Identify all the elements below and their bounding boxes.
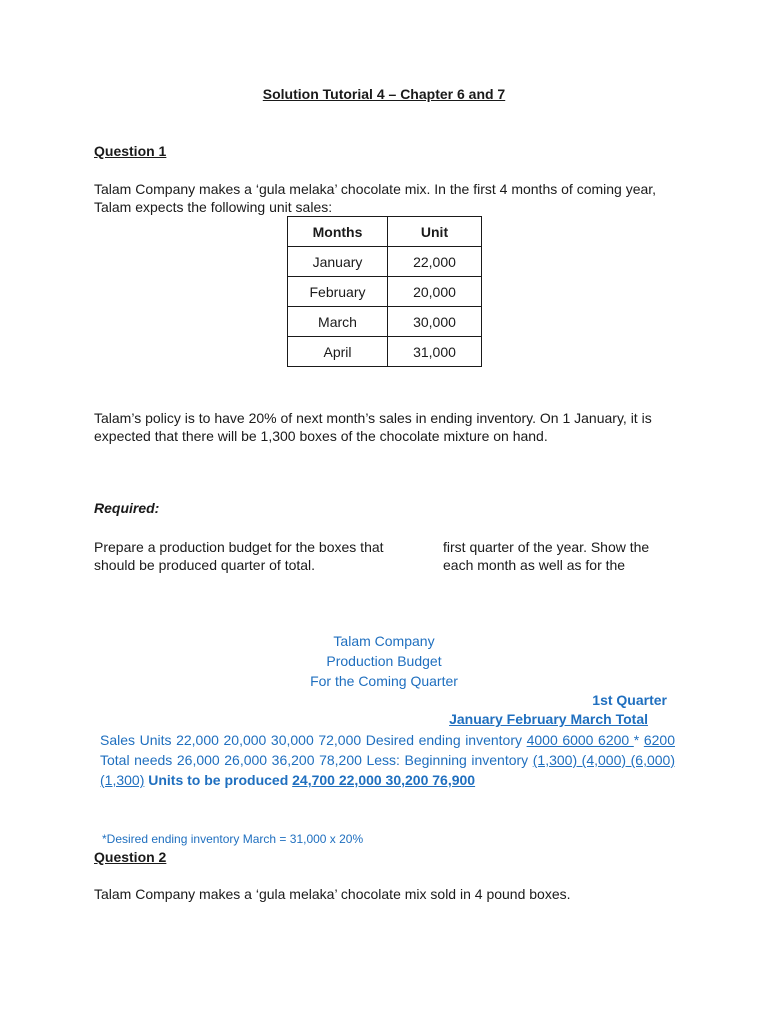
required-label: Required:	[94, 500, 160, 516]
table-row	[288, 307, 482, 337]
solution-period: For the Coming Quarter	[310, 673, 458, 689]
month-cell: January	[288, 247, 388, 277]
month-cell: April	[288, 337, 388, 367]
ending-inventory-total: 6200	[643, 732, 675, 748]
question-2-intro: Talam Company makes a ‘gula melaka’ chocolate mix sold in 4 pound boxes.	[94, 886, 571, 902]
sales-units-text: Sales Units 22,000 20,000 30,000 72,000 Desired ending inventory	[100, 732, 527, 748]
table-row	[288, 247, 482, 277]
ending-inventory-values: 4000 6000 6200	[526, 732, 634, 748]
solution-company: Talam Company	[333, 633, 435, 649]
question-2-heading: Question 2	[94, 849, 167, 865]
page-title: Solution Tutorial 4 – Chapter 6 and 7	[262, 86, 506, 102]
required-text-right: first quarter of the year. Show the each month as well as for the	[443, 539, 650, 573]
units-to-produce-label: Units to be produced	[148, 772, 293, 788]
total-needs-text: Total needs 26,000 26,000 36,200 78,200 Less: Beginning inventory	[100, 752, 533, 768]
month-cell: February	[288, 277, 388, 307]
asterisk-mark: *	[633, 732, 644, 748]
table-row	[288, 337, 482, 367]
month-cell: March	[288, 307, 388, 337]
question-1-intro: Talam Company makes a ‘gula melaka’ chocolate mix. In the first 4 months of coming year, Talam expects the following unit sales:	[94, 181, 657, 215]
unit-sales-table	[287, 216, 482, 367]
months-header: Months	[288, 217, 388, 247]
unit-cell: 20,000	[388, 277, 482, 307]
question-1-heading: Question 1	[94, 143, 167, 159]
footnote: *Desired ending inventory March = 31,000 x 20%	[102, 832, 364, 846]
solution-report-name: Production Budget	[326, 653, 442, 669]
quarter-label: 1st Quarter	[592, 692, 667, 708]
unit-header: Unit	[388, 217, 482, 247]
table-header-row	[288, 217, 482, 247]
table-row	[288, 277, 482, 307]
units-to-produce-values: 24,700 22,000 30,200 76,900	[292, 772, 476, 788]
beginning-inventory-values: (1,300) (4,000) (6,000) (1,300)	[100, 752, 675, 788]
month-columns-label: January February March Total	[449, 711, 648, 727]
required-text-left: Prepare a production budget for the boxes that should be produced quarter of total.	[94, 539, 384, 573]
production-budget-body	[100, 730, 675, 790]
unit-cell: 30,000	[388, 307, 482, 337]
unit-cell: 31,000	[388, 337, 482, 367]
unit-cell: 22,000	[388, 247, 482, 277]
inventory-policy: Talam’s policy is to have 20% of next month’s sales in ending inventory. On 1 January, it is expected that there will be 1,300 boxes of the chocolate mixture on hand.	[94, 410, 652, 444]
